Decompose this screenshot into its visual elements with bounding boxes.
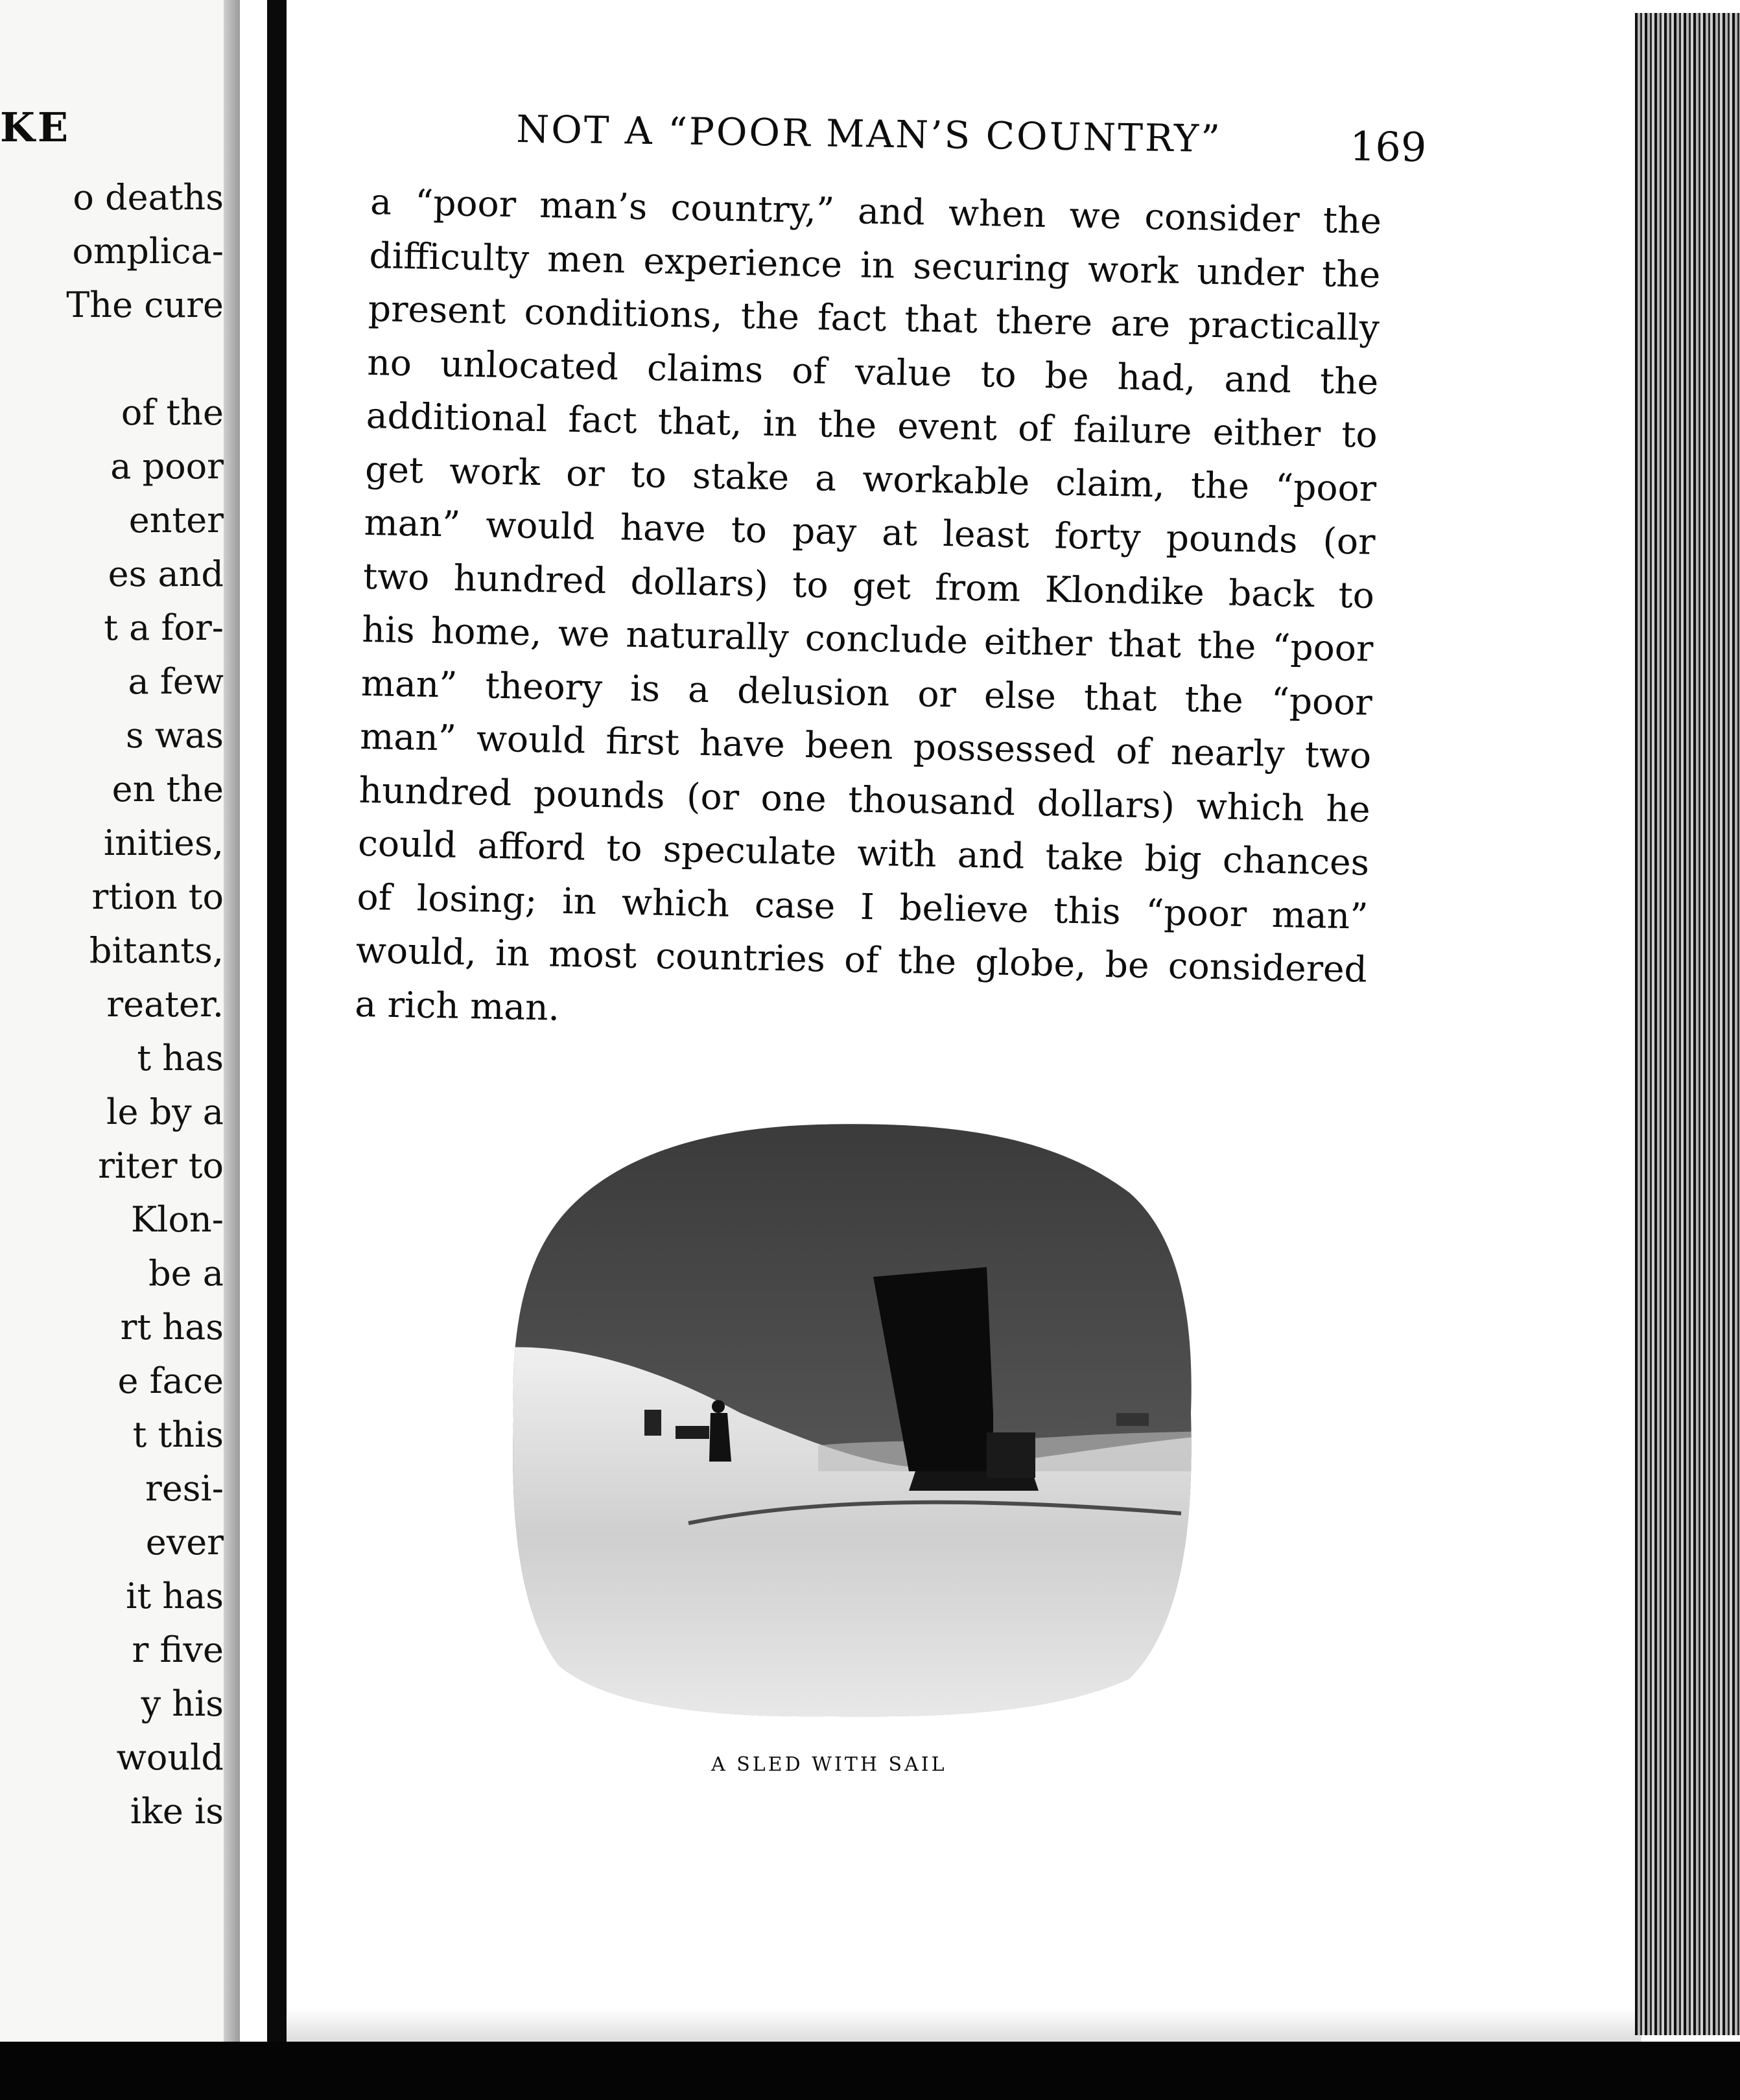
left-page-fragment: be a	[148, 1253, 224, 1294]
body-line: get work or to stake a workable claim, the “poor	[364, 448, 1377, 509]
gutter-shadow	[224, 0, 240, 2100]
left-page-fragment: rtion to	[91, 876, 224, 917]
body-line: a rich man.	[354, 983, 560, 1029]
left-page-fragment: s was	[125, 715, 224, 756]
left-page-fragment: omplica-	[72, 231, 224, 272]
left-page-fragment: it has	[126, 1576, 224, 1616]
left-page-fragment: ever	[145, 1522, 224, 1563]
left-page-fragment: enter	[128, 500, 224, 541]
main-page	[287, 0, 1635, 2022]
page-edges	[1635, 13, 1740, 2035]
book-spine	[267, 0, 287, 2100]
left-page-fragment: t this	[132, 1414, 224, 1455]
body-line: of losing; in which case I believe this “poor man”	[357, 876, 1369, 937]
body-line: man” theory is a delusion or else that the “poor	[360, 662, 1373, 723]
left-page-fragment: riter to	[98, 1145, 224, 1186]
left-page-fragment: a poor	[110, 446, 224, 487]
left-page-fragment: t has	[137, 1038, 224, 1079]
left-page-fragment: en the	[112, 769, 224, 810]
body-line: present conditions, the fact that there are practically	[368, 287, 1380, 349]
left-facing-page	[0, 0, 224, 2100]
left-page-fragment: r five	[132, 1629, 224, 1670]
left-page-fragment: t a for-	[104, 607, 224, 648]
body-line: man” would have to pay at least forty pounds (or	[364, 501, 1376, 563]
body-text	[355, 175, 1382, 1050]
left-page-fragment: bitants,	[89, 930, 224, 971]
left-page-fragment: e face	[117, 1360, 224, 1401]
left-page-fragment: reater.	[106, 984, 224, 1025]
body-line: a “poor man’s country,” and when we consider the	[370, 180, 1382, 242]
left-page-fragment: would	[116, 1737, 224, 1778]
left-page-fragment: inities,	[103, 822, 224, 863]
left-page-fragment: of the	[121, 392, 224, 433]
left-page-fragment: le by a	[106, 1091, 224, 1132]
body-line: additional fact that, in the event of failure either to	[366, 394, 1378, 456]
page-number: 169	[1349, 122, 1427, 171]
left-page-fragment: Klon-	[130, 1199, 224, 1240]
left-page-header: KE	[0, 104, 71, 151]
body-line: could afford to speculate with and take big chances	[357, 822, 1370, 883]
left-page-fragment: rt has	[120, 1307, 224, 1348]
page-bottom-edge	[287, 2009, 1641, 2042]
body-line: two hundred dollars) to get from Klondike back to	[362, 555, 1375, 616]
scan-bottom-border	[0, 2042, 1740, 2100]
body-line: hundred pounds (or one thousand dollars) which he	[359, 769, 1371, 830]
running-head: NOT A “POOR MAN’S COUNTRY”	[516, 107, 1223, 161]
left-page-fragment: a few	[128, 661, 224, 702]
left-page-fragment: The cure	[66, 285, 224, 325]
left-page-fragment: es and	[108, 554, 224, 594]
body-line: would, in most countries of the globe, be considered	[355, 929, 1368, 990]
left-page-fragment: resi-	[145, 1468, 224, 1509]
figure-caption: A SLED WITH SAIL	[711, 1753, 947, 1776]
left-page-fragment: o deaths	[73, 177, 224, 218]
left-page-fragment: ike is	[130, 1791, 224, 1832]
sled-photograph	[494, 1108, 1207, 1724]
body-line: man” would first have been possessed of nearly two	[359, 715, 1372, 776]
body-line: difficulty men experience in securing work under the	[369, 234, 1381, 296]
left-page-fragment: y his	[141, 1683, 224, 1724]
body-line: his home, we naturally conclude either that the “poor	[361, 608, 1374, 670]
body-line: no unlocated claims of value to be had, and the	[366, 341, 1379, 402]
